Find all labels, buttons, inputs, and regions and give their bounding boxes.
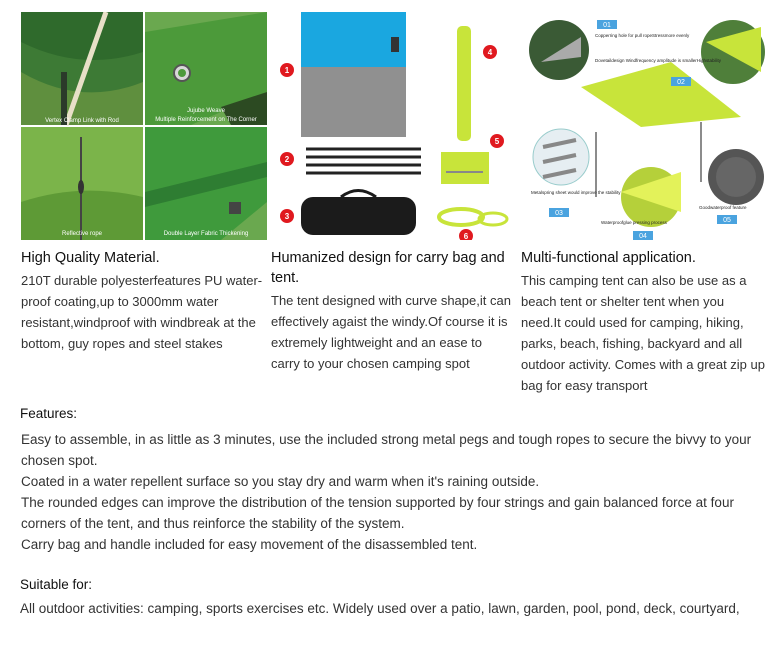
stakes-bag-item <box>441 134 504 184</box>
feature-line: Easy to assemble, in as little as 3 minutes, use the included strong metal pegs and tough ropes to secure the bivvy to your chosen spot. <box>21 432 752 468</box>
svg-text:6: 6 <box>463 232 469 240</box>
jujube-weave-photo <box>145 12 267 125</box>
column-multi-functional <box>521 12 767 396</box>
caption-double-layer: Double Layer Fabric Thickening <box>163 231 249 237</box>
callout-num-4: 04 <box>639 233 647 240</box>
column-carry-bag <box>271 12 511 374</box>
feature-line: Coated in a water repellent surface so you stay dry and warm when it's raining outside. <box>21 474 540 489</box>
caption-vertex: Vertex Clamp Link with Rod <box>45 118 119 124</box>
suitable-section <box>20 575 765 619</box>
caption-corner: Multiple Reinforcement on The Corner <box>155 117 257 123</box>
features-infographic <box>521 12 767 240</box>
caption-reflective: Reflective rope <box>61 231 103 237</box>
callout-text-4: Waterproofglue pressing process <box>601 220 667 225</box>
dovetail-circle <box>701 20 765 84</box>
callout-text-1: Copperring hole for pull ropeStressmore evenly <box>595 33 690 38</box>
material-photo-grid <box>21 12 267 240</box>
vertex-clamp-photo <box>21 12 143 125</box>
suitable-title: Suitable for: <box>20 577 93 592</box>
glue-process-circle <box>621 167 681 227</box>
callout-num-1: 01 <box>603 22 611 29</box>
suitable-text: All outdoor activities: camping, sports exercises etc. Widely used over a patio, lawn, garden, pool, pond, deck, courtyard, <box>20 601 740 616</box>
material-text: 210T durable polyesterfeatures PU water-proof coating,up to 3000mm water resistant,windproof with windbreak at the bottom, guy ropes and steel stakes <box>21 273 263 351</box>
components-illustration <box>271 12 517 240</box>
svg-text:2: 2 <box>284 155 290 164</box>
pole-bag-item <box>457 26 497 141</box>
features-title: Features: <box>20 406 78 421</box>
poles-item <box>280 149 421 173</box>
multi-functional-heading: Multi-functional application. <box>521 250 696 266</box>
caption-jujube: Jujube Weave <box>187 108 225 114</box>
carry-bag-item <box>280 191 416 236</box>
carry-bag-heading: Humanized design for carry bag and tent. <box>271 250 505 286</box>
copperring-circle <box>529 20 589 80</box>
tent-fabric-item <box>280 12 406 137</box>
callout-num-5: 05 <box>723 217 731 224</box>
callout-text-3: Metalspring sheet would improve the stability <box>531 190 621 195</box>
waterproof-circle <box>708 149 764 205</box>
feature-line: The rounded edges can improve the distribution of the tension supported by four strings and gain balanced force at four corners of the tent, and thus reinforce the stability of the system. <box>21 495 734 531</box>
features-section <box>20 404 765 555</box>
ropes-item <box>439 209 507 240</box>
multi-functional-text: This camping tent can also be use as a beach tent or shelter tent when you need.It could used for camping, hiking, parks, beach, fishing, backyard and all outdoor activity. Comes with a great zip up bag for easy transport <box>521 273 765 393</box>
callout-text-5: Goodwaterproof feature <box>699 205 747 210</box>
carry-bag-text: The tent designed with curve shape,it can effectively agaist the windy.Of course it is extremely lightweight and an ease to carry to your chosen camping spot <box>271 293 511 371</box>
feature-line: Carry bag and handle included for easy movement of the disassembled tent. <box>21 537 478 552</box>
svg-text:1: 1 <box>284 66 290 75</box>
svg-text:4: 4 <box>487 48 493 57</box>
spring-sheet-circle <box>533 129 589 185</box>
double-layer-photo <box>145 127 267 240</box>
column-material <box>21 12 267 354</box>
svg-text:3: 3 <box>284 212 290 221</box>
callout-text-2: Dovetaildesign Windfrequency amplitude is smallerHighstability <box>595 58 722 63</box>
material-heading: High Quality Material. <box>21 250 160 266</box>
reflective-rope-photo <box>21 127 143 240</box>
svg-text:5: 5 <box>494 137 500 146</box>
callout-num-3: 03 <box>555 210 563 217</box>
callout-num-2: 02 <box>677 79 685 86</box>
